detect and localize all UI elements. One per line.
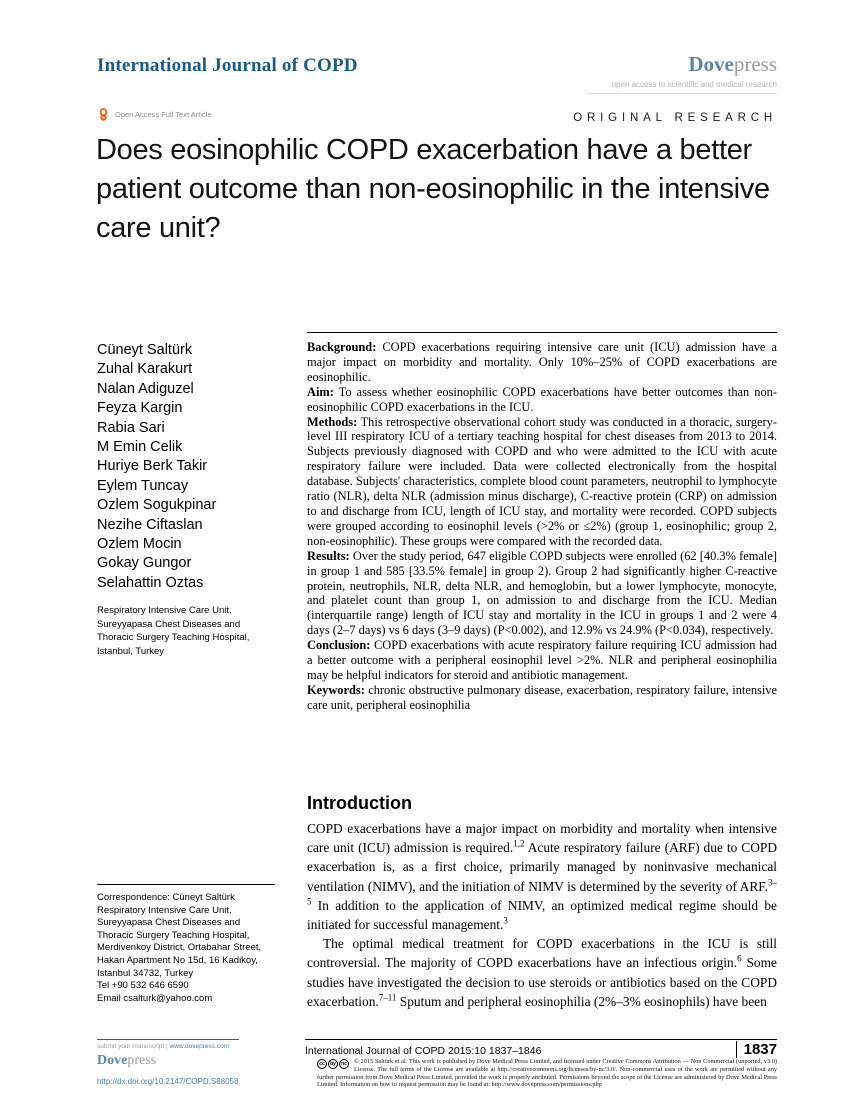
author-name: Eylem Tuncay: [97, 477, 189, 494]
cc-nc-icon: nc: [339, 1059, 349, 1069]
abstract-top-rule: [307, 332, 777, 333]
open-access-label: Open Access Full Text Article: [115, 110, 212, 119]
abstract-aim-label: Aim:: [307, 384, 334, 399]
abstract-methods-label: Methods:: [307, 414, 358, 429]
abstract-conclusion-label: Conclusion:: [307, 638, 371, 653]
abstract-background-label: Background:: [307, 340, 377, 354]
author-name: Nezihe Ciftaslan: [97, 516, 203, 533]
author-name: Ozlem Sogukpinar: [97, 497, 217, 514]
journal-tagline: open access to scientific and medical research: [587, 80, 777, 94]
abstract-methods: [307, 415, 777, 549]
abstract-background-text: COPD exacerbations requiring intensive care unit (ICU) admission have a major impact on morbidity and mortality. Only 10%–25% of COPD exacerbations are eosinophilic.: [307, 340, 777, 384]
abstract-conclusion-text: COPD exacerbations with acute respiratory failure requiring ICU admission had a better outcome with a peripheral eosinophil level >2%. NLR and peripheral eosinophilia may be helpful indicators for steroid and antibiotic management.: [307, 638, 777, 682]
dovepress-logo-press: press: [733, 52, 777, 76]
submit-manuscript-line: [97, 1039, 239, 1050]
author-name: Huriye Berk Takir: [97, 458, 208, 475]
introduction-heading: Introduction: [307, 793, 412, 813]
page-number: 1837: [736, 1041, 777, 1058]
abstract-results: [307, 549, 777, 638]
dovepress-logo-dove: Dove: [688, 52, 734, 76]
author-name: Gokay Gungor: [97, 555, 192, 572]
article-title: Does eosinophilic COPD exacerbation have a better patient outcome than non-eosinophilic in the intensive care unit?: [96, 134, 770, 244]
dovepress-logo: [688, 52, 777, 77]
author-name: Rabia Sari: [97, 419, 165, 436]
abstract-results-label: Results:: [307, 548, 350, 563]
introduction-body: [307, 819, 777, 1011]
author-name: M Emin Celik: [97, 439, 183, 456]
license-text-block: [317, 1058, 777, 1089]
abstract-section: [307, 340, 777, 713]
doi-link[interactable]: http://dx.doi.org/10.2147/COPD.S88058: [97, 1077, 239, 1086]
correspondence-email[interactable]: Email csalturk@yahoo.com: [97, 992, 213, 1004]
correspondence-block: [97, 884, 275, 1005]
author-name: Selahattin Oztas: [97, 574, 204, 591]
author-list: [97, 341, 216, 593]
creative-commons-badge: [317, 1059, 349, 1069]
dovepress-url-link[interactable]: www.dovepress.com: [169, 1043, 230, 1050]
abstract-keywords-label: Keywords:: [307, 682, 365, 697]
dovepress-footer-press: press: [127, 1053, 157, 1068]
license-text: © 2015 Saltürk et al. This work is published by Dove Medical Press Limited, and licensed under Creative Commons Attribution — Non Commercial (unported, v3.0) License. The full terms of the License are available at http://creativecommons.org/licenses/by-nc/3.0/. Non-commercial uses of the work are permitted without any further permission from Dove Medical Press Limited, provided the work is properly attributed. Permissions beyond the scope of the License are administered by Dove Medical Press Limited. Information on how to request permission may be found at: http://www.dovepress.com/permissions.php: [317, 1058, 777, 1089]
abstract-keywords: [307, 683, 777, 713]
author-name: Nalan Adiguzel: [97, 380, 194, 397]
correspondence-name: Correspondence: Cüneyt Saltürk: [97, 892, 235, 903]
abstract-results-text: Over the study period, 647 eligible COPD subjects were enrolled (62 [40.3% female] in group 1 and 585 [33.5% female] in group 2). Group 2 had significantly higher C-reactive protein, neutrophils, NLR, delta NLR, and hemoglobin, but a lower lymphocyte, monocyte, and platelet count than group 1, on admission to and discharge from the ICU. Median (interquartile range) length of ICU stay and mortality in the ICU in groups 1 and 2 were 4 days (2–7 days) vs 6 days (3–9 days) (P<0.002), and 12.9% vs 24.9% (P<0.034), respectively.: [307, 548, 777, 638]
cc-icon: cc: [317, 1059, 327, 1069]
correspondence-address: Respiratory Intensive Care Unit, Sureyyapasa Chest Diseases and Thoracic Surgery Teaching Hospital, Merdivenkoy District, Ortabahar Street, Hakan Apartment No 15d, 16 Kadikoy, Istanbul 34732, Turkey: [97, 904, 262, 979]
cc-by-icon: by: [328, 1059, 338, 1069]
abstract-conclusion: [307, 638, 777, 683]
author-name: Zuhal Karakurt: [97, 361, 193, 378]
abstract-aim: [307, 385, 777, 415]
article-type-label: ORIGINAL RESEARCH: [573, 112, 777, 124]
submit-manuscript-label: submit your manuscript: [97, 1043, 165, 1050]
abstract-methods-text: This retrospective observational cohort study was conducted in a thoracic, surgery-level III respiratory ICU of a tertiary teaching hospital for chest diseases from 2013 to 2014. Subjects previously diagnosed with COPD and who were admitted to the ICU with acute respiratory failure were included. Data were collected electronically from the hospital database. Subjects' characteristics, complete blood count parameters, neutrophil to lymphocyte ratio (NLR), delta NLR (admission minus discharge), C-reactive protein (CRP) on admission to and discharge from ICU, length of ICU stay, and mortality were recorded. COPD subjects were grouped according to eosinophil levels (>2% or ≤2%) (group 1, eosinophilic; group 2, non-eosinophilic). These groups were compared with the recorded data.: [307, 414, 777, 548]
submit-separator: |: [166, 1043, 168, 1050]
abstract-aim-text: To assess whether eosinophilic COPD exacerbations have better outcomes than non-eosinophilic COPD exacerbations in the ICU.: [307, 384, 778, 414]
open-access-icon: [97, 108, 110, 121]
author-name: Ozlem Mocin: [97, 536, 182, 553]
journal-citation: International Journal of COPD 2015:10 1837–1846: [305, 1045, 542, 1057]
dovepress-footer-dove: Dove: [97, 1053, 128, 1068]
intro-paragraph: The optimal medical treatment for COPD exacerbations in the ICU is still controversial. The majority of COPD exacerbations have an infectious origin.$^6$ Some studies have investigated the decision to use steroids or antibiotics based on the COPD exacerbation.$^{7-11}$ Sputum and peripheral eosinophilia (2%–3% eosinophils) have been: [307, 936, 777, 1009]
author-name: Feyza Kargin: [97, 400, 183, 417]
intro-paragraph: COPD exacerbations have a major impact on morbidity and mortality when intensive care unit (ICU) admission is required.$^{1,2}$ Acute respiratory failure (ARF) due to COPD exacerbation is, as a first choice, primarily managed by noninvasive mechanical ventilation (NIMV), and the initiation of NIMV is determined by the severity of ARF.$^{3-5}$ In addition to the application of NIMV, an optimized medical regime should be initiated for successful management.$^3$: [307, 821, 777, 933]
journal-title: International Journal of COPD: [97, 55, 358, 76]
footer-rule: [305, 1039, 777, 1040]
correspondence-tel: Tel +90 532 646 6590: [97, 980, 189, 992]
open-access-link[interactable]: [97, 108, 212, 121]
abstract-background: [307, 340, 777, 385]
affiliation-text: Respiratory Intensive Care Unit, Sureyyapasa Chest Diseases and Thoracic Surgery Teaching Hospital, Istanbul, Turkey: [97, 605, 250, 657]
dovepress-footer-logo: [97, 1053, 156, 1069]
author-name: Cüneyt Saltürk: [97, 342, 193, 358]
abstract-keywords-text: chronic obstructive pulmonary disease, exacerbation, respiratory failure, intensive care unit, peripheral eosinophilia: [307, 682, 777, 712]
